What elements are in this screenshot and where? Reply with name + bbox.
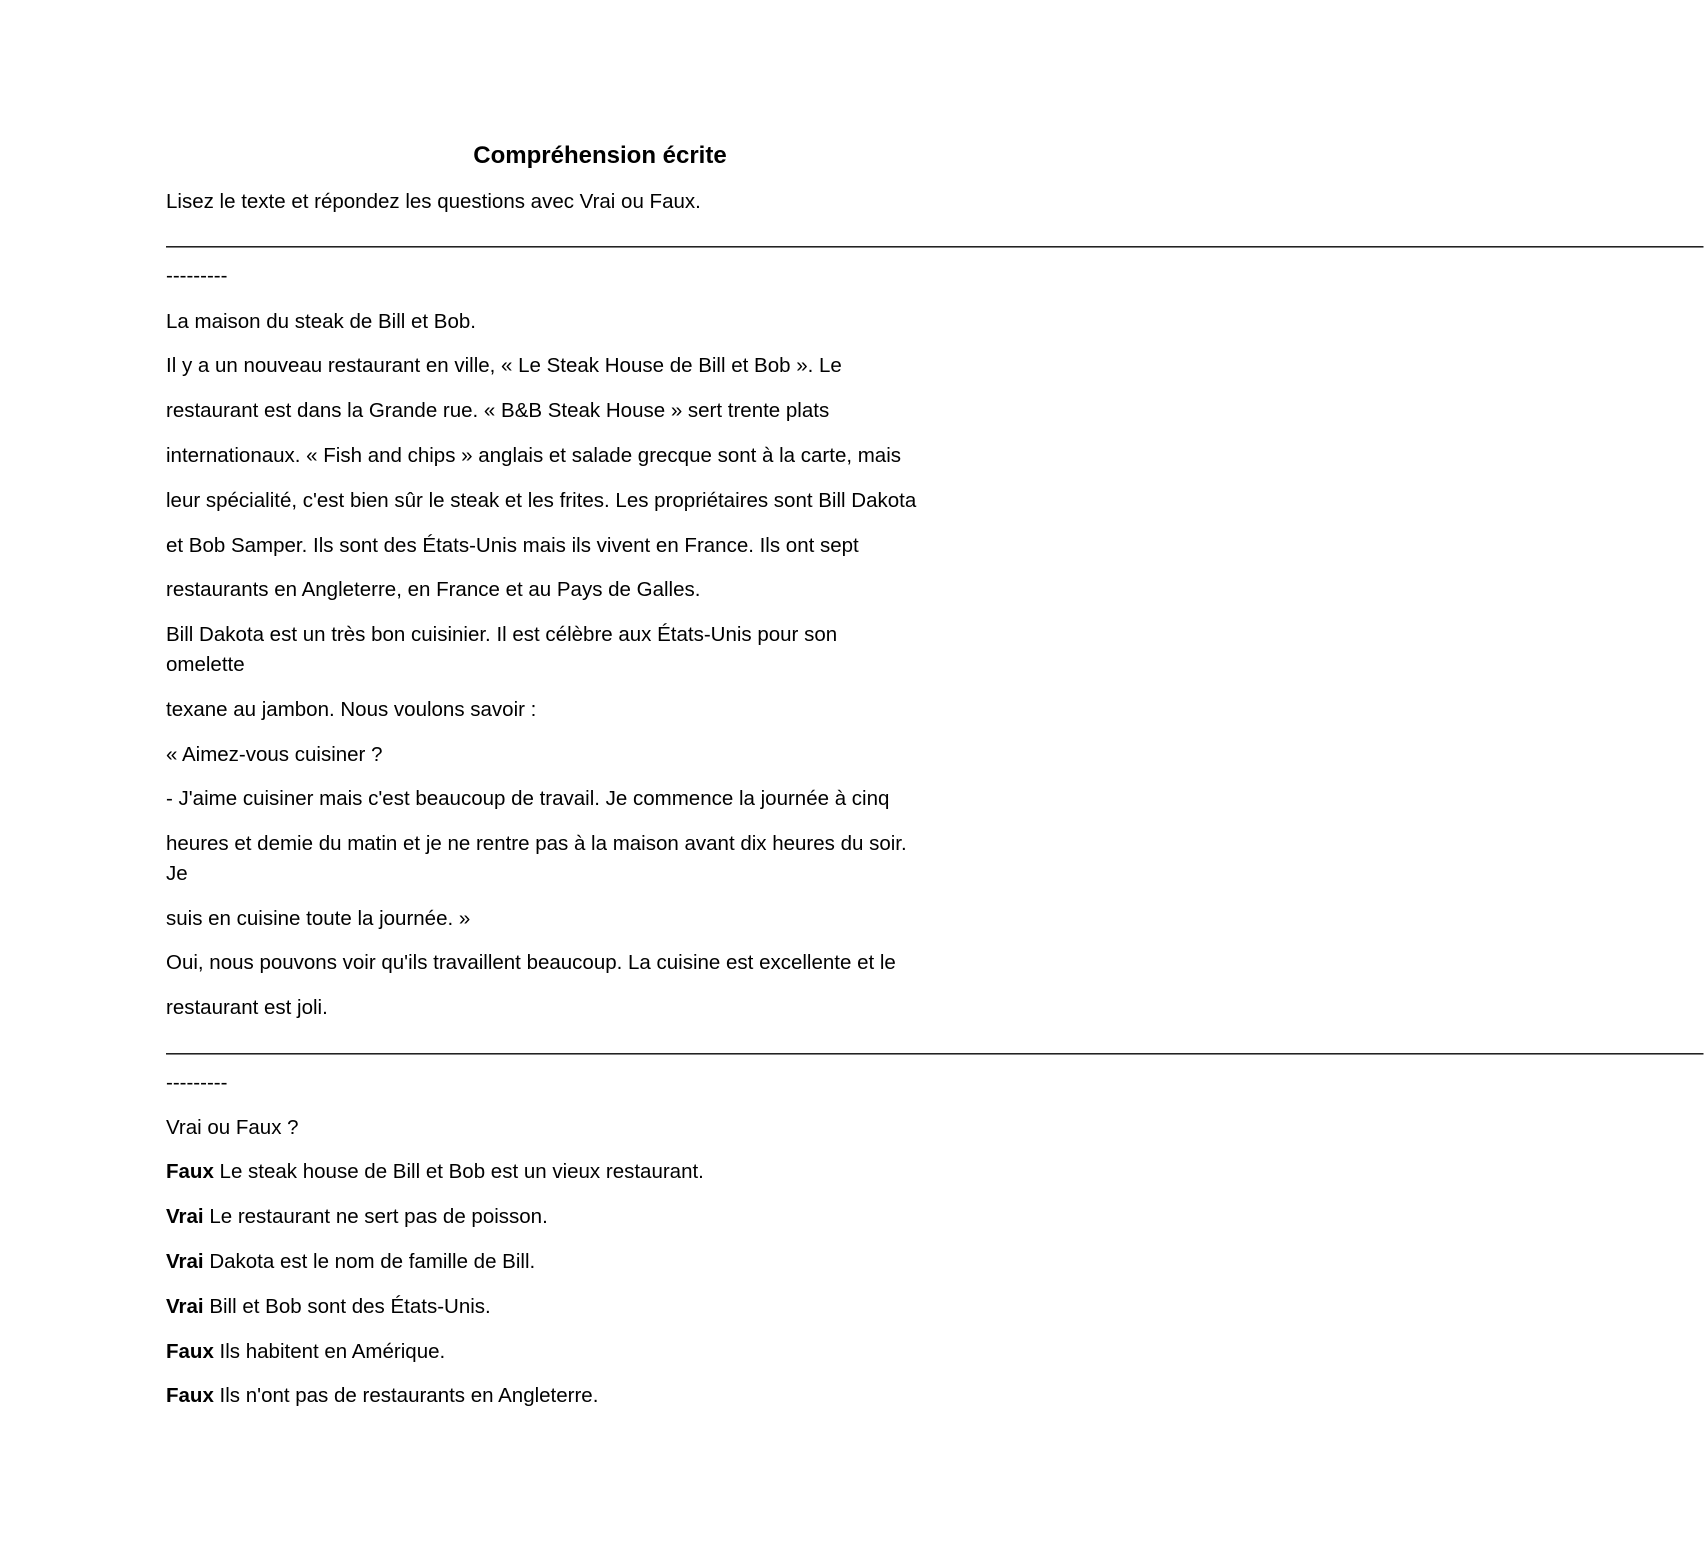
- passage-line: et Bob Samper. Ils sont des États-Unis mais ils vivent en France. Ils ont sept: [166, 534, 859, 557]
- passage-line: Il y a un nouveau restaurant en ville, « Le Steak House de Bill et Bob ». Le: [166, 354, 842, 377]
- passage-heading: La maison du steak de Bill et Bob.: [166, 310, 476, 333]
- passage-line: restaurant est joli.: [166, 996, 328, 1019]
- separator-bottom-line1: ———————————————————————————————————————————————————————————————————————————: [166, 1041, 1704, 1064]
- passage-line: internationaux. « Fish and chips » anglais et salade grecque sont à la carte, mais: [166, 444, 902, 467]
- question-statement: Bill et Bob sont des États-Unis.: [203, 1295, 491, 1318]
- question-statement: Ils habitent en Amérique.: [213, 1340, 446, 1363]
- answer-label: Faux: [166, 1160, 214, 1183]
- question-statement: Le steak house de Bill et Bob est un vieux restaurant.: [213, 1160, 704, 1183]
- passage-line: suis en cuisine toute la journée. »: [166, 907, 471, 930]
- question-item: [166, 1205, 1046, 1229]
- passage-line: « Aimez-vous cuisiner ?: [166, 743, 383, 766]
- question-item: [166, 1250, 1046, 1274]
- question-item: [166, 1295, 1046, 1319]
- questions-heading: Vrai ou Faux ?: [166, 1116, 299, 1139]
- separator-bottom-line2: ---------: [166, 1071, 228, 1094]
- question-item: [166, 1384, 1046, 1408]
- passage-line: leur spécialité, c'est bien sûr le steak et les frites. Les propriétaires sont Bill Dakota: [166, 489, 917, 512]
- question-item: [166, 1160, 1046, 1184]
- passage-line: Bill Dakota est un très bon cuisinier. Il est célèbre aux États-Unis pour son: [166, 623, 838, 646]
- answer-label: Faux: [166, 1340, 214, 1363]
- question-item: [166, 1340, 1046, 1364]
- instructions-text: Lisez le texte et répondez les questions avec Vrai ou Faux.: [166, 190, 701, 213]
- passage-line: - J'aime cuisiner mais c'est beaucoup de travail. Je commence la journée à cinq: [166, 787, 890, 810]
- passage-line: restaurant est dans la Grande rue. « B&B Steak House » sert trente plats: [166, 399, 830, 422]
- answer-label: Vrai: [166, 1295, 204, 1318]
- passage-line: omelette: [166, 653, 245, 676]
- separator-top-line1: ———————————————————————————————————————————————————————————————————————————: [166, 234, 1704, 257]
- question-statement: Dakota est le nom de famille de Bill.: [203, 1250, 536, 1273]
- document-title: Compréhension écrite: [473, 142, 727, 169]
- passage-line: texane au jambon. Nous voulons savoir :: [166, 698, 537, 721]
- passage-line: restaurants en Angleterre, en France et au Pays de Galles.: [166, 578, 701, 601]
- passage-line: heures et demie du matin et je ne rentre pas à la maison avant dix heures du soir.: [166, 832, 907, 855]
- passage-line: Oui, nous pouvons voir qu'ils travaillent beaucoup. La cuisine est excellente et le: [166, 951, 896, 974]
- separator-top-line2: ---------: [166, 264, 228, 287]
- question-statement: Ils n'ont pas de restaurants en Angleterre.: [213, 1384, 599, 1407]
- answer-label: Faux: [166, 1384, 214, 1407]
- answer-label: Vrai: [166, 1250, 204, 1273]
- answer-label: Vrai: [166, 1205, 204, 1228]
- passage-line: Je: [166, 862, 188, 885]
- question-statement: Le restaurant ne sert pas de poisson.: [203, 1205, 548, 1228]
